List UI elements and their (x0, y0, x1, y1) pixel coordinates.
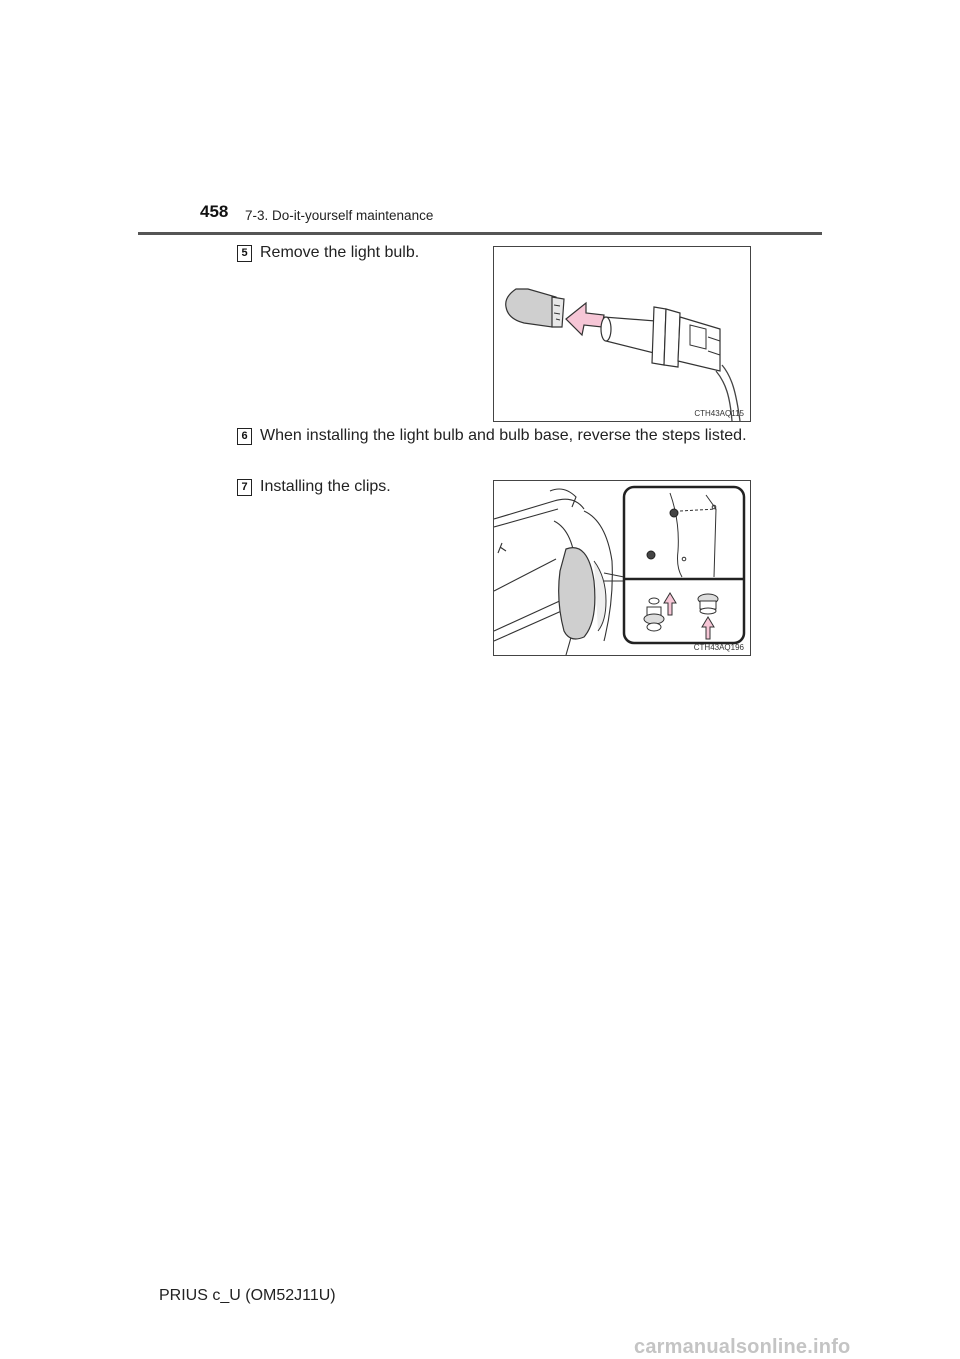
car-fender-icon (494, 489, 612, 655)
step-badge-5: 5 (237, 245, 252, 262)
step-text-7: Installing the clips. (260, 478, 391, 495)
clip-upper-icon (670, 509, 678, 517)
step-badge-6: 6 (237, 428, 252, 445)
clips-illustration (494, 481, 750, 655)
section-title: 7-3. Do-it-yourself maintenance (245, 208, 434, 223)
direction-arrow-icon (566, 303, 604, 335)
light-bulb-icon (506, 289, 564, 327)
clip-step-b-icon (698, 594, 718, 614)
figure-clip-installation (493, 480, 751, 656)
page-number: 458 (200, 202, 229, 221)
bulb-illustration (494, 247, 750, 421)
footer-model: PRIUS c_U (OM52J11U) (159, 1287, 336, 1304)
step-badge-7: 7 (237, 479, 252, 496)
tire-icon (559, 548, 595, 639)
step-text-5: Remove the light bulb. (260, 244, 420, 261)
bulb-base-icon (601, 307, 720, 371)
figure-code-bulb: CTH43AQ115 (694, 409, 744, 418)
footer-site-watermark: carmanualsonline.info (634, 1336, 851, 1358)
step-text-6: When installing the light bulb and bulb base, reverse the steps listed. (260, 427, 747, 444)
detail-inset (624, 487, 744, 643)
header-rule (138, 232, 822, 235)
figure-bulb-removal (493, 246, 751, 422)
clip-lower-icon (647, 551, 655, 559)
figure-code-clips: CTH43AQ196 (693, 643, 744, 652)
